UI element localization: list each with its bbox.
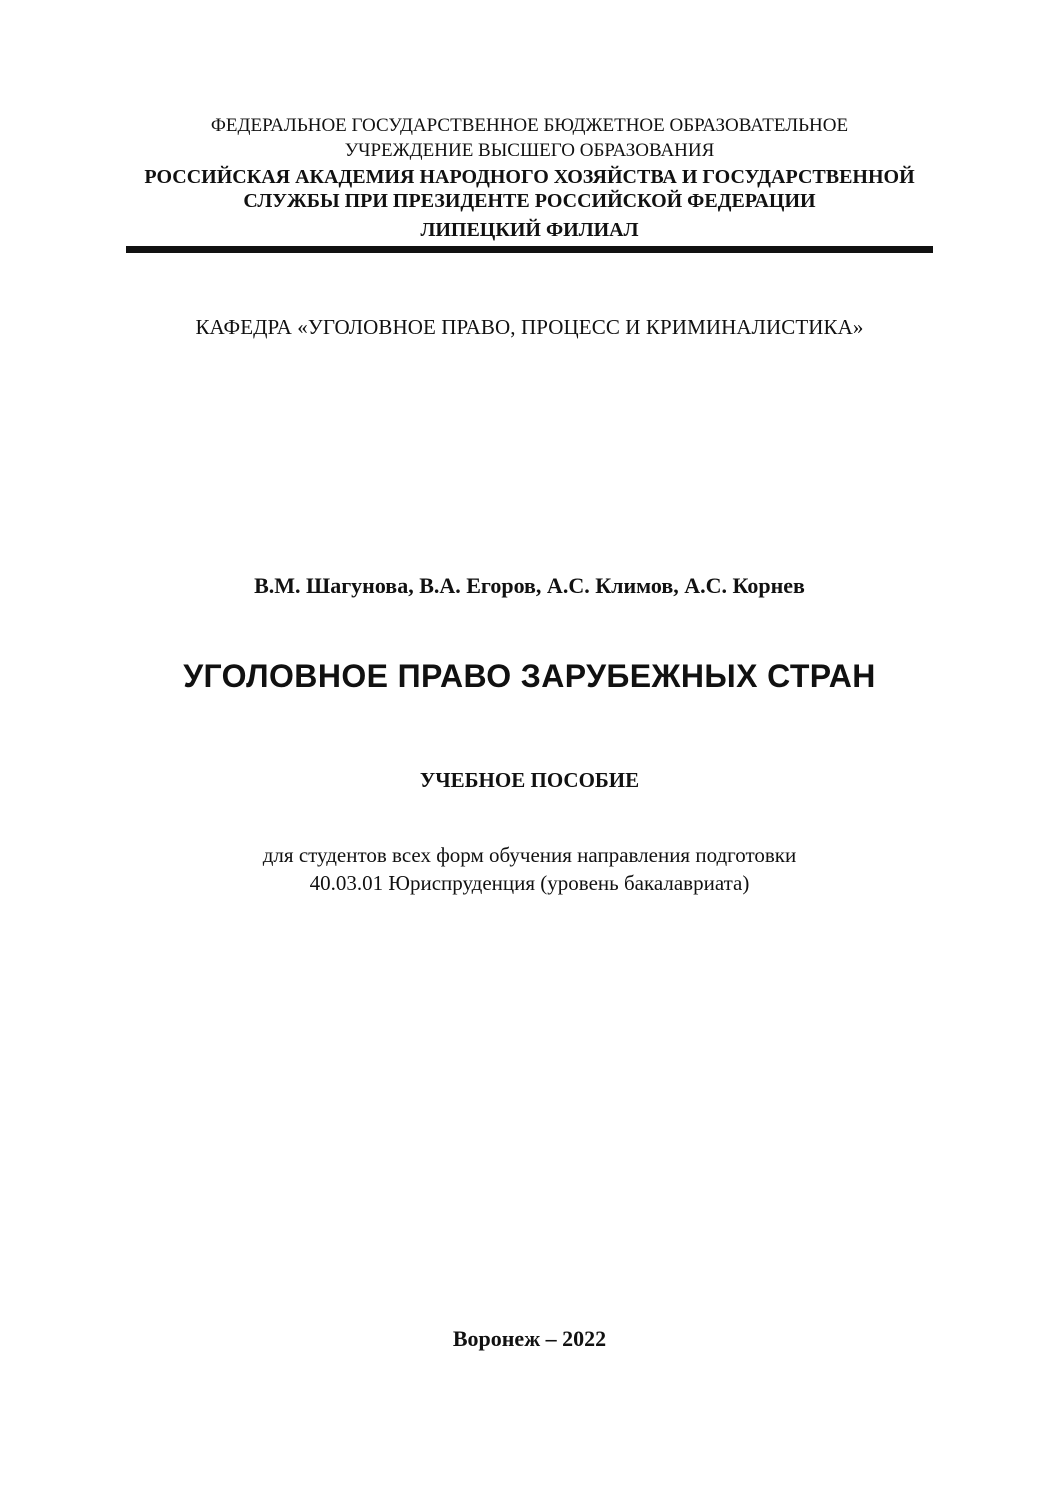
- department-name: КАФЕДРА «УГОЛОВНОЕ ПРАВО, ПРОЦЕСС И КРИМИНАЛИСТИКА»: [195, 315, 864, 339]
- book-title: УГОЛОВНОЕ ПРАВО ЗАРУБЕЖНЫХ СТРАН: [183, 658, 876, 694]
- audience-line-1: для студентов всех форм обучения направления подготовки: [262, 843, 797, 867]
- institution-line-4: СЛУЖБЫ ПРИ ПРЕЗИДЕНТЕ РОССИЙСКОЙ ФЕДЕРАЦИИ: [243, 190, 816, 212]
- header-divider: [126, 246, 933, 253]
- institution-line-2: УЧРЕЖДЕНИЕ ВЫСШЕГО ОБРАЗОВАНИЯ: [344, 140, 715, 161]
- imprint-city-year: Воронеж – 2022: [452, 1326, 607, 1351]
- institution-line-1: ФЕДЕРАЛЬНОЕ ГОСУДАРСТВЕННОЕ БЮДЖЕТНОЕ ОБРАЗОВАТЕЛЬНОЕ: [210, 115, 849, 136]
- branch-name: ЛИПЕЦКИЙ ФИЛИАЛ: [420, 219, 639, 241]
- book-subtitle: УЧЕБНОЕ ПОСОБИЕ: [419, 768, 640, 792]
- audience-line-2: 40.03.01 Юриспруденция (уровень бакалавриата): [309, 871, 750, 895]
- institution-line-3: РОССИЙСКАЯ АКАДЕМИЯ НАРОДНОГО ХОЗЯЙСТВА И ГОСУДАРСТВЕННОЙ: [144, 166, 915, 188]
- authors: В.М. Шагунова, В.А. Егоров, А.С. Климов, А.С. Корнев: [254, 573, 805, 598]
